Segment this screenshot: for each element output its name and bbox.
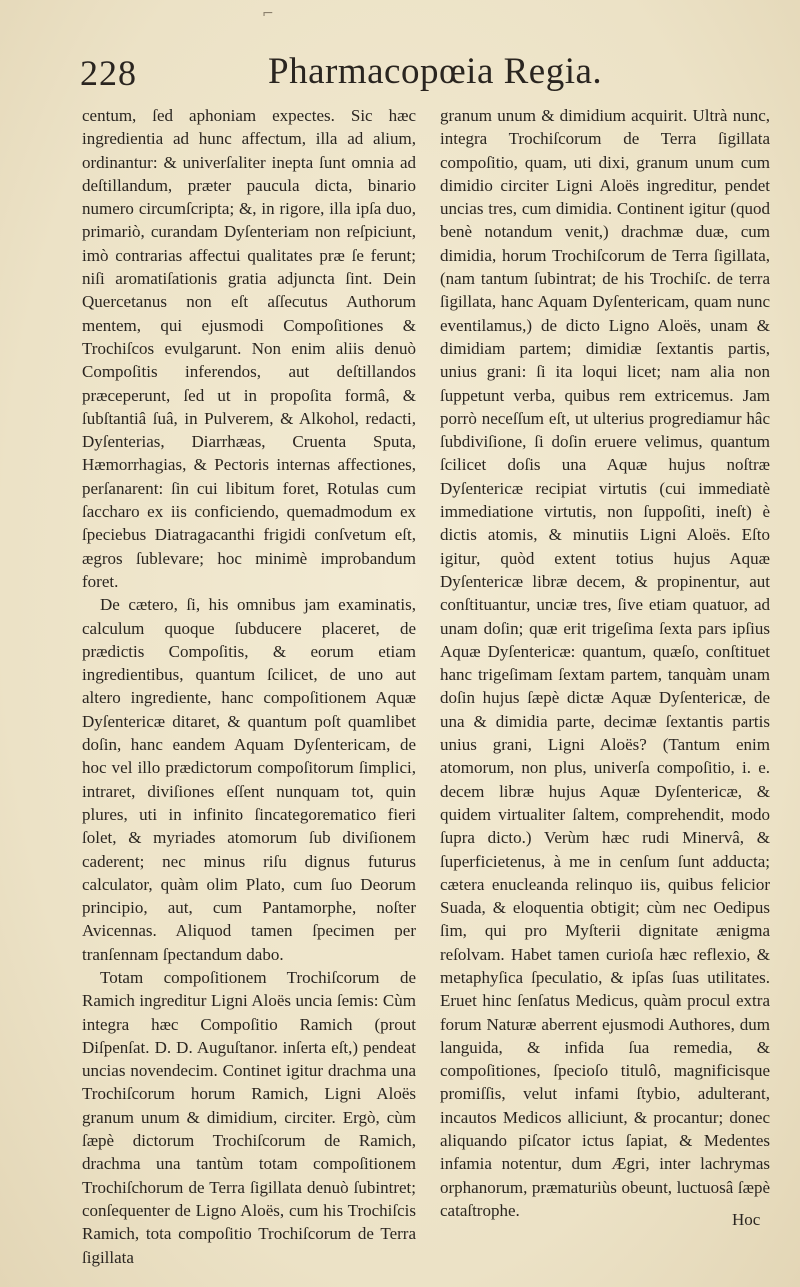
left-column (82, 104, 416, 1269)
left-paragraph-2: De cætero, ſi, his omnibus jam examinatis, calculum quoque ſubducere placeret, de prædictis Compoſitis, & eorum etiam ingredientibus, quantum ſcilicet, de uno aut altero ingrediente, hanc compoſitionem Aquæ Dyſentericæ ditaret, & quantum poſt quamlibet doſin, hanc eandem Aquam Dyſentericam, de hoc vel illo prædictorum compoſitorum ſimplici, intraret, diviſiones eſſent nunquam tot, quin plures, uti in infinito ſincategorematico fieri ſolet, & myriades atomorum ſub diviſionem caderent; nec minus riſu dignus futurus calculator, quàm olim Plato, cum ſuo Deorum principio, aut, cum Pantamorphe, noſter Avicennas. Aliquod tamen ſpecimen per tranſennam ſpectandum dabo. (82, 595, 416, 964)
running-title: Pharmacopœia Regia. (268, 51, 603, 92)
left-paragraph-3: Totam compoſitionem Trochiſcorum de Ramich ingreditur Ligni Aloës uncia ſemis: Cùm integra hæc Compoſitio Ramich (prout Diſpenſat. D. D. Auguſtanor. inſerta eſt,) pendeat uncias novendecim. Continet igitur drachma una Trochiſcorum horum Ramich, Ligni Aloës granum unum & dimidium, circiter. Ergò, cùm ſæpè dictorum Trochiſcorum de Ramich, drachma una tantùm totam compoſitionem Trochiſchorum de Terra ſigillata denuò ſubintret; conſequenter de Ligno Aloës, cum his Trochiſcis Ramich, tota compoſitio Trochiſcorum de Terra ſigillata (82, 967, 416, 1267)
page-number: 228 (80, 53, 137, 93)
right-column (440, 104, 770, 1222)
left-paragraph-1: centum, ſed aphoniam expectes. Sic hæc ingredientia ad hunc affectum, illa ad alium, ordinantur: & univerſaliter inepta ſunt omnia ad deſtillandum, præter paucula dicta, binario numero circumſcripta; &, in rigore, illa ipſa duo, primariò, curandam Dyſenteriam non reſpiciunt, imò contrarias affectui qualitates præ ſe ferunt; niſi aromatiſationis gratia adjuncta ſint. Dein Quercetanus non eſt aſſecutus Authorum mentem, qui ejusmodi Compoſitiones & Trochiſcos evulgarunt. Non enim aliis denuò Compoſitis inferendos, aut deſtillandos præceperunt, ſed ut in propoſita formâ, & ſubſtantiâ ſuâ, in Pulverem, & Alkohol, redacti, Dyſenterias, Diarrhæas, Cruenta Sputa, Hæmorrhagias, & Pectoris internas affectiones, perſanarent: ſin cui libitum foret, Rotulas cum ſaccharo ex iis conficiendo, quemadmodum ex ſpeciebus Diatragacanthi frigidi conſvetum eſt, ægros ſublevare; hoc minimè improbandum foret. (82, 106, 416, 591)
catchword: Hoc (732, 1210, 761, 1229)
right-paragraph-1: granum unum & dimidium acquirit. Ultrà nunc, integra Trochiſcorum de Terra ſigillata compoſitio, quam, uti dixi, granum unum cum dimidio circiter Ligni Aloës ingreditur, pendet uncias tres, cum dimidia. Continent igitur (quod benè notandum venit,) drachmæ duæ, cum dimidia, horum Trochiſcorum de Terra ſigillata, (nam tantum ſubintrat; de his Trochiſc. de terra ſigillata, hanc Aquam Dyſentericam, quam nunc eventilamus,) de dicto Ligno Aloës, unam & dimidiam partem; dimidiæ ſextantis partis, unius grani: ſi ita loqui licet; nam alia non ſuppetunt verba, quibus rem extricemus. Jam porrò neceſſum eſt, ut ulterius progrediamur hâc ſubdiviſione, ſi doſin eruere velimus, quantum ſcilicet doſis una Aquæ hujus noſtræ Dyſentericæ recipiat virtutis (cui immediatè immediatione virtutis, non ſuppoſiti, ineſt) è dictis atomis, & minutiis Ligni Aloës. Eſto igitur, quòd extent totius hujus Aquæ Dyſentericæ libræ decem, & propinentur, aut conſtituantur, unciæ tres, ſive etiam quatuor, ad unam doſin; quæ erit trigeſima ſexta pars ipſius Aquæ Dyſentericæ: quantum, quæſo, conſtituet hanc trigeſimam ſextam partem, tanquàm unam doſin hujus ſæpè dictæ Aquæ Dyſentericæ, de una & dimidia parte, decimæ ſextantis partis unius grani, Ligni Aloës? (Tantum enim atomorum, non plus, univerſa compoſitio, i. e. decem libræ hujus Aquæ Dyſentericæ, & quidem virtualiter ſaltem, comprehendit, modo ſupra dicto.) Verùm hæc rudi Minervâ, & ſuperficietenus, à me in cenſum ſunt adducta; cætera enucleanda relinquo iis, quibus felicior Suada, & eloquentia obtigit; cùm nec Oedipus ſim, qui pro Myſterii dignitate ænigma reſolvam. Habet tamen curioſa hæc reflexio, & metaphyſica ſpeculatio, & ipſas ſuas utilitates. Eruet hinc ſenſatus Medicus, quàm procul extra forum Naturæ aberrent ejusmodi Authores, dum languida, & infida ſua remedia, & compoſitiones, ſpecioſo titulô, magnificisque promiſſis, velut infami ſtybio, adulterant, incautos Medicos alliciunt, & procantur; donec aliquando piſcator ictus ſapiat, & Medentes infamia notentur, dum Ægri, inter lachrymas orphanorum, præmaturiùs obeunt, luctuosâ ſæpè cataſtrophe. (440, 106, 770, 1220)
printer-mark: ⌐ (262, 6, 274, 22)
